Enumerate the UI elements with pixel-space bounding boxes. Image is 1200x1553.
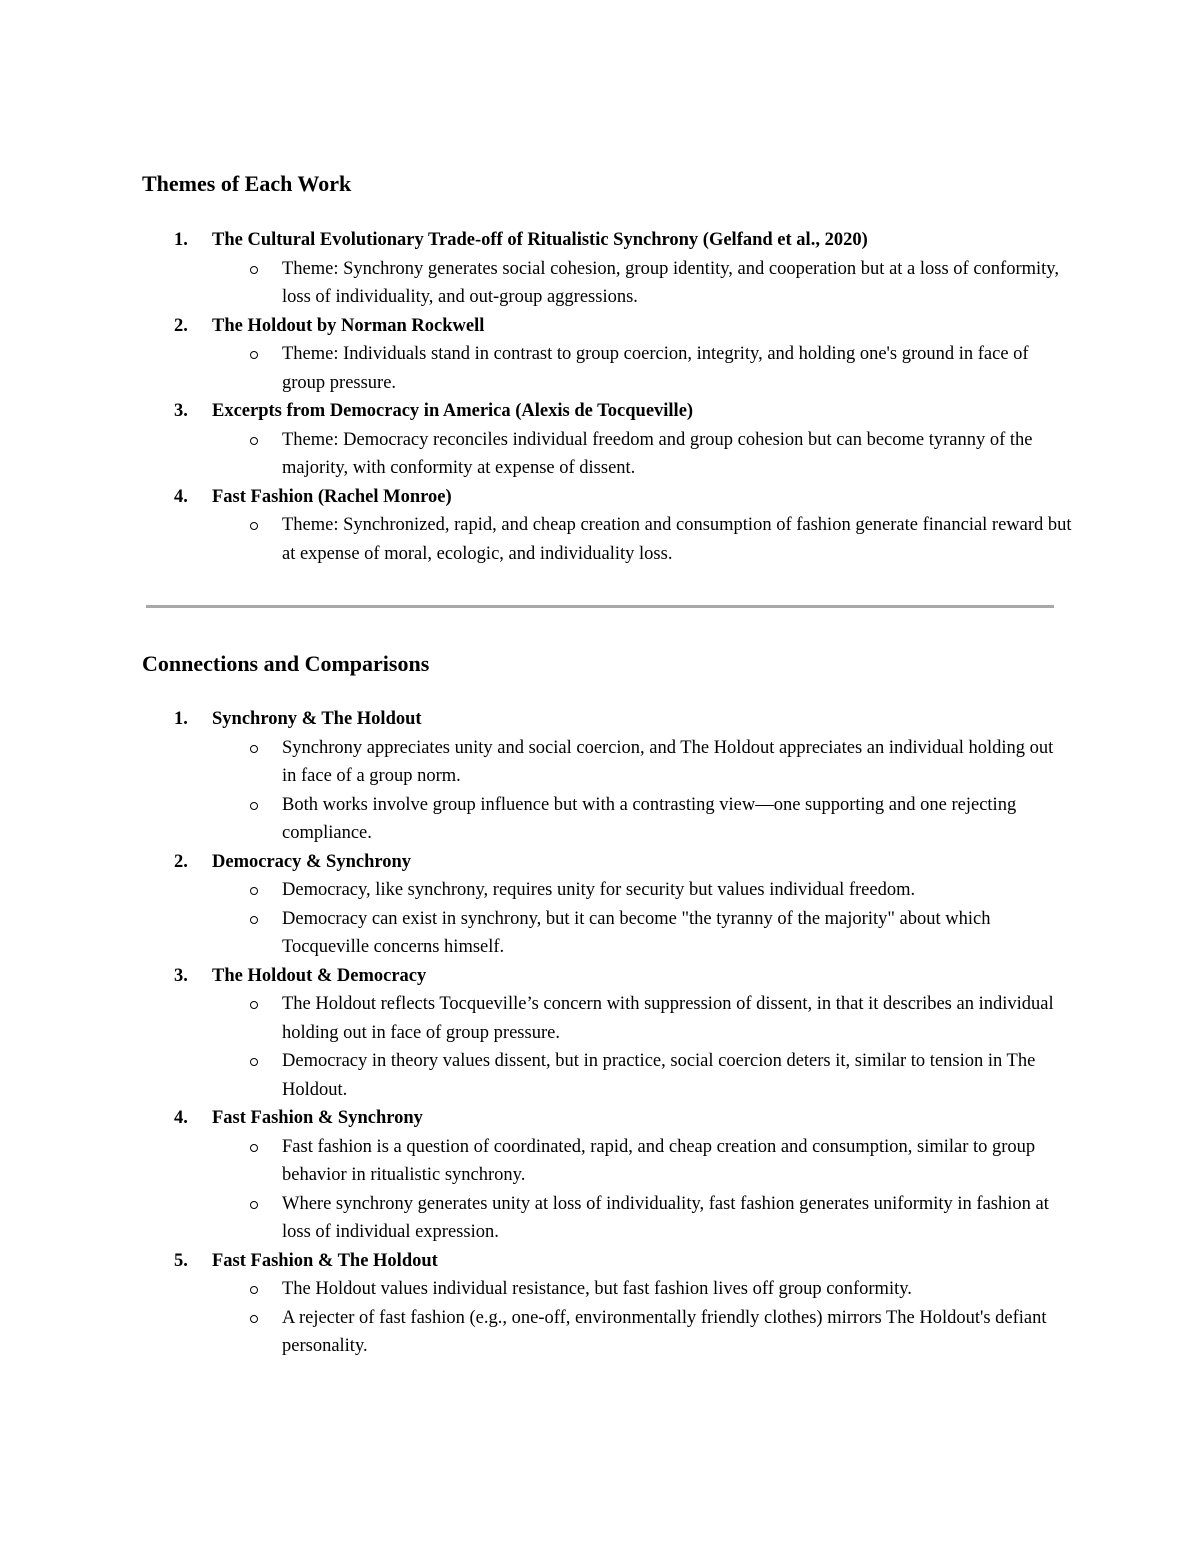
bullet-text: The Holdout reflects Tocqueville’s concern with suppression of dissent, in that it describes an individual holding out in face of group pressure. xyxy=(282,994,1054,1043)
bullet-list xyxy=(142,876,1072,962)
bullet-item xyxy=(142,876,1072,905)
bullet-item xyxy=(142,990,1072,1047)
themes-list xyxy=(142,226,1072,568)
bullet-text: Democracy can exist in synchrony, but it can become "the tyranny of the majority" about which Tocqueville concerns himself. xyxy=(282,908,991,957)
bullet-item xyxy=(142,1133,1072,1190)
item-number: 5. xyxy=(174,1250,188,1271)
bullet-text: Fast fashion is a question of coordinated, rapid, and cheap creation and consumption, similar to group behavior in ritualistic synchrony. xyxy=(282,1136,1036,1185)
bullet-item xyxy=(142,1047,1072,1104)
item-heading-row xyxy=(142,397,1072,426)
item-title: Excerpts from Democracy in America (Alexis de Tocqueville) xyxy=(212,401,694,421)
hollow-circle-bullet-icon xyxy=(250,745,258,753)
item-heading-row xyxy=(142,1104,1072,1133)
hollow-circle-bullet-icon xyxy=(250,1058,258,1066)
bullet-text: Theme: Synchronized, rapid, and cheap creation and consumption of fashion generate financial reward but at expense of moral, ecologic, and individuality loss. xyxy=(282,515,1072,564)
bullet-text: Theme: Synchrony generates social cohesion, group identity, and cooperation but at a loss of conformity, loss of individuality, and out-group aggressions. xyxy=(282,258,1059,307)
item-title: Synchrony & The Holdout xyxy=(212,709,422,729)
item-heading-row xyxy=(142,483,1072,512)
bullet-text: Theme: Democracy reconciles individual freedom and group cohesion but can become tyranny of the majority, with conformity at expense of dissent. xyxy=(282,429,1033,478)
item-number: 2. xyxy=(174,315,188,336)
connections-list xyxy=(142,705,1072,1361)
hollow-circle-bullet-icon xyxy=(250,351,258,359)
comparison-item xyxy=(142,1247,1072,1361)
connections-heading: Connections and Comparisons xyxy=(142,651,430,676)
bullet-list xyxy=(142,511,1072,568)
bullet-list xyxy=(142,255,1072,312)
item-title: Fast Fashion & The Holdout xyxy=(212,1250,438,1271)
work-item xyxy=(142,397,1072,483)
bullet-list xyxy=(142,426,1072,483)
bullet-list xyxy=(142,1133,1072,1247)
hollow-circle-bullet-icon xyxy=(250,266,258,274)
bullet-list xyxy=(142,1275,1072,1361)
bullet-item xyxy=(142,511,1072,568)
hollow-circle-bullet-icon xyxy=(250,916,258,924)
item-heading-row xyxy=(142,705,1072,734)
hollow-circle-bullet-icon xyxy=(250,1001,258,1009)
item-heading-row xyxy=(142,1247,1072,1276)
comparison-item xyxy=(142,848,1072,962)
item-heading-row xyxy=(142,962,1072,991)
bullet-item xyxy=(142,255,1072,312)
bullet-item xyxy=(142,426,1072,483)
bullet-list xyxy=(142,990,1072,1104)
bullet-list xyxy=(142,340,1072,397)
bullet-text: The Holdout values individual resistance, but fast fashion lives off group conformity. xyxy=(282,1279,912,1299)
hollow-circle-bullet-icon xyxy=(250,437,258,445)
hollow-circle-bullet-icon xyxy=(250,522,258,530)
item-number: 1. xyxy=(174,230,188,250)
hollow-circle-bullet-icon xyxy=(250,1315,258,1323)
work-item xyxy=(142,312,1072,398)
bullet-item xyxy=(142,791,1072,848)
bullet-item xyxy=(142,1190,1072,1247)
item-number: 3. xyxy=(174,965,188,986)
item-title: The Holdout by Norman Rockwell xyxy=(212,315,485,336)
item-number: 2. xyxy=(174,851,188,872)
item-number: 4. xyxy=(174,486,188,507)
item-heading-row xyxy=(142,848,1072,877)
bullet-text: A rejecter of fast fashion (e.g., one-off, environmentally friendly clothes) mirrors The Holdout's defiant personality. xyxy=(282,1307,1047,1356)
hollow-circle-bullet-icon xyxy=(250,1286,258,1294)
bullet-item xyxy=(142,905,1072,962)
bullet-text: Democracy, like synchrony, requires unity for security but values individual freedom. xyxy=(282,880,916,900)
item-heading-row xyxy=(142,312,1072,341)
item-number: 4. xyxy=(174,1108,188,1128)
bullet-text: Where synchrony generates unity at loss of individuality, fast fashion generates uniformity in fashion at loss of individual expression. xyxy=(282,1193,1049,1242)
bullet-item xyxy=(142,340,1072,397)
themes-heading: Themes of Each Work xyxy=(142,171,352,196)
hollow-circle-bullet-icon xyxy=(250,1201,258,1209)
item-number: 3. xyxy=(174,401,188,421)
comparison-item xyxy=(142,1104,1072,1247)
hollow-circle-bullet-icon xyxy=(250,1144,258,1152)
section-divider xyxy=(146,605,1054,608)
item-title: The Holdout & Democracy xyxy=(212,965,427,986)
bullet-list xyxy=(142,734,1072,848)
hollow-circle-bullet-icon xyxy=(250,887,258,895)
item-heading-row xyxy=(142,226,1072,255)
item-title: Fast Fashion & Synchrony xyxy=(212,1108,423,1128)
bullet-item xyxy=(142,734,1072,791)
hollow-circle-bullet-icon xyxy=(250,802,258,810)
work-item xyxy=(142,483,1072,569)
item-title: Democracy & Synchrony xyxy=(212,851,412,872)
bullet-text: Synchrony appreciates unity and social coercion, and The Holdout appreciates an individual holding out in face of a group norm. xyxy=(282,737,1054,786)
item-title: Fast Fashion (Rachel Monroe) xyxy=(212,486,452,507)
bullet-text: Theme: Individuals stand in contrast to group coercion, integrity, and holding one's ground in face of group pressure. xyxy=(282,344,1029,393)
bullet-text: Both works involve group influence but with a contrasting view—one supporting and one rejecting compliance. xyxy=(282,794,1017,843)
bullet-item xyxy=(142,1275,1072,1304)
comparison-item xyxy=(142,962,1072,1105)
item-title: The Cultural Evolutionary Trade-off of Ritualistic Synchrony (Gelfand et al., 2020) xyxy=(212,230,868,250)
bullet-text: Democracy in theory values dissent, but in practice, social coercion deters it, similar to tension in The Holdout. xyxy=(282,1051,1036,1100)
comparison-item xyxy=(142,705,1072,848)
item-number: 1. xyxy=(174,709,188,729)
work-item xyxy=(142,226,1072,312)
bullet-item xyxy=(142,1304,1072,1361)
